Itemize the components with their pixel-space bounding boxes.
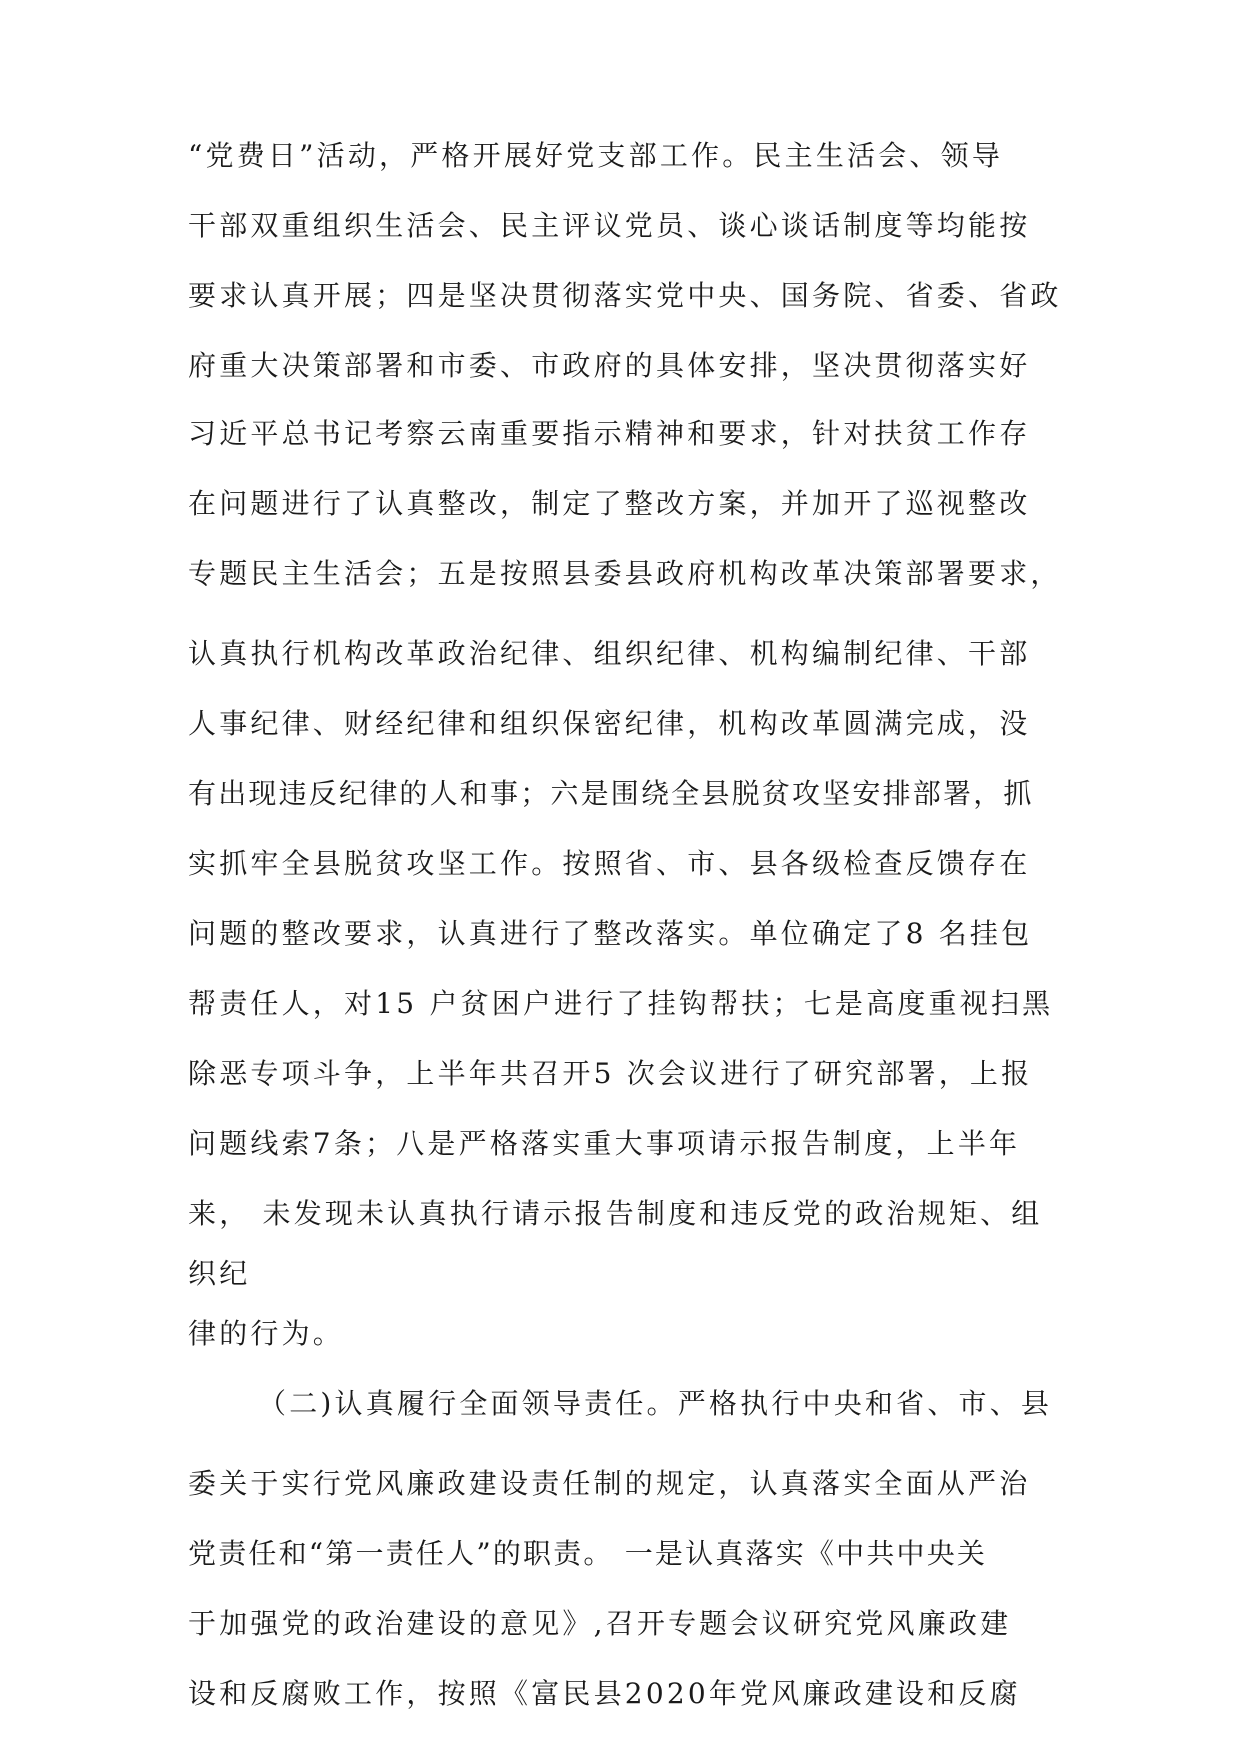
body-text-line: 律的行为。 [188, 1317, 345, 1350]
body-text-line: 习近平总书记考察云南重要指示精神和要求，针对扶贫工作存 [188, 417, 1031, 450]
body-text-line: 专题民主生活会；五是按照县委县政府机构改革决策部署要求， [188, 557, 1062, 590]
body-text-line: 人事纪律、财经纪律和组织保密纪律，机构改革圆满完成，没 [188, 707, 1031, 740]
body-text-line: “党费日”活动，严格开展好党支部工作。民主生活会、领导 [188, 139, 1004, 172]
body-text-line: 要求认真开展；四是坚决贯彻落实党中央、国务院、省委、省政 [188, 279, 1062, 312]
body-text-line: 除恶专项斗争，上半年共召开5 次会议进行了研究部署，上报 [188, 1057, 1033, 1090]
body-text-line: 问题线索7条；八是严格落实重大事项请示报告制度，上半年 [188, 1127, 1021, 1160]
body-text-line: 认真执行机构改革政治纪律、组织纪律、机构编制纪律、干部 [188, 637, 1031, 670]
body-text-line: 府重大决策部署和市委、市政府的具体安排，坚决贯彻落实好 [188, 349, 1031, 382]
section-heading-line: （二)认真履行全面领导责任。严格执行中央和省、市、县 [258, 1387, 1053, 1420]
body-text-line: 问题的整改要求，认真进行了整改落实。单位确定了8 名挂包 [188, 917, 1033, 950]
body-text-line: 党责任和“第一责任人”的职责。 一是认真落实《中共中央关 [188, 1537, 988, 1570]
body-text-line: 于加强党的政治建设的意见》,召开专题会议研究党风廉政建 [188, 1607, 1012, 1640]
body-text-line: 干部双重组织生活会、民主评议党员、谈心谈话制度等均能按 [188, 209, 1031, 242]
body-text-line: 实抓牢全县脱贫攻坚工作。按照省、市、县各级检查反馈存在 [188, 847, 1031, 880]
body-text-line: 在问题进行了认真整改，制定了整改方案，并加开了巡视整改 [188, 487, 1031, 520]
body-text-line: 帮责任人，对15 户贫困户进行了挂钩帮扶；七是高度重视扫黑 [188, 987, 1054, 1020]
body-text-line: 来， 未发现未认真执行请示报告制度和违反党的政治规矩、组 [188, 1197, 1043, 1230]
body-text-line: 有出现违反纪律的人和事；六是围绕全县脱贫攻坚安排部署，抓 [188, 777, 1034, 810]
body-text-line: 委关于实行党风廉政建设责任制的规定，认真落实全面从严治 [188, 1467, 1031, 1500]
body-text-line: 设和反腐败工作，按照《富民县2020年党风廉政建设和反腐 [188, 1677, 1021, 1710]
body-text-line: 织纪 [188, 1257, 251, 1290]
